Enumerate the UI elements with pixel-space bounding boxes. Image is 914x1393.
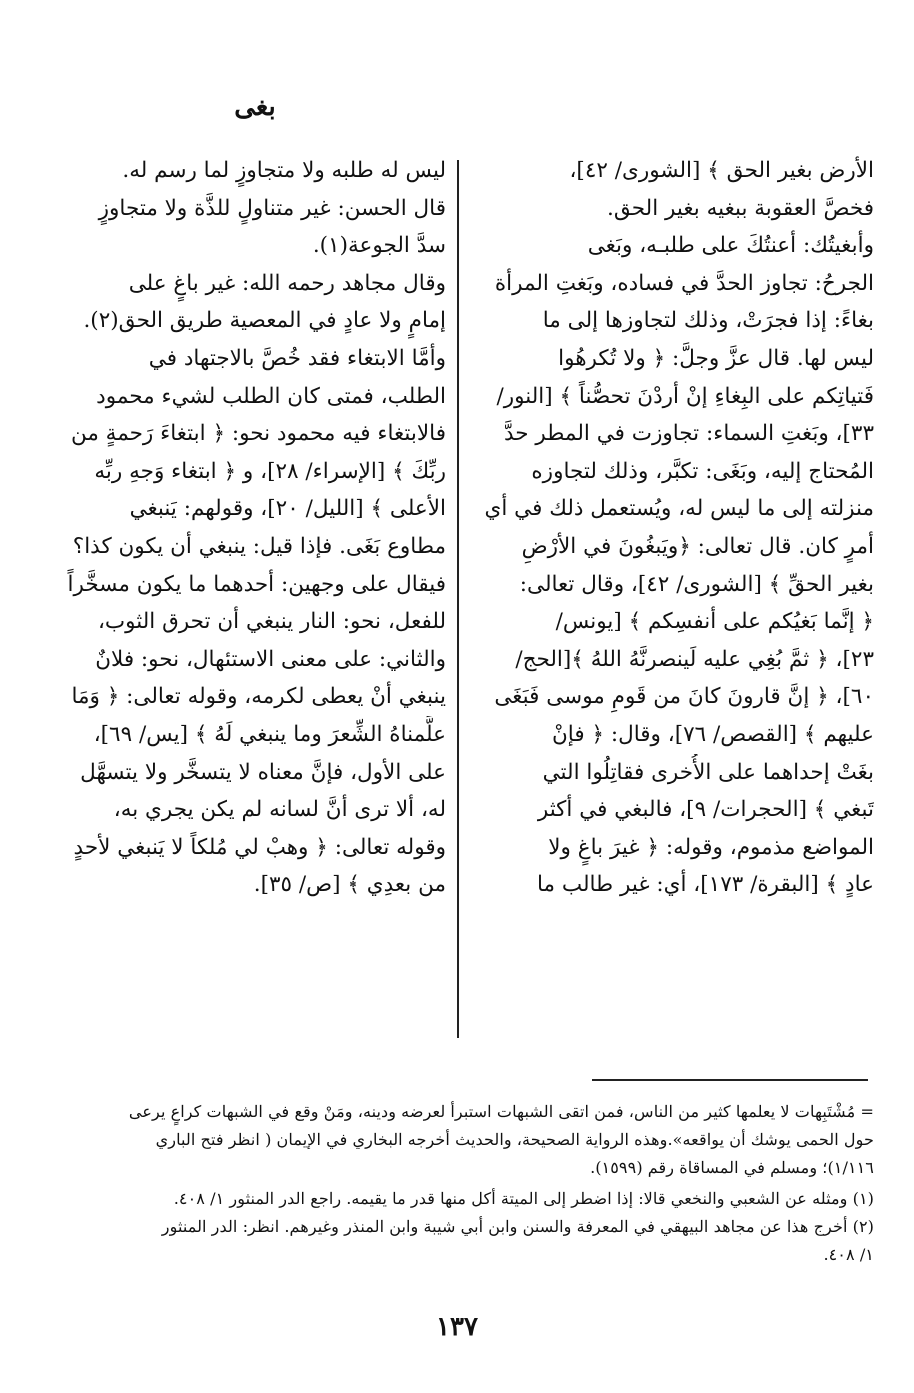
text-line: بغاءً: إذا فجرَتْ، وذلك لتجاوزها إلى ما bbox=[542, 308, 874, 334]
text-line: المواضع مذموم، وقوله: ﴿ غيرَ باغٍ ولا bbox=[548, 834, 874, 860]
footnotes bbox=[40, 1098, 874, 1269]
text-line: ليس لها. قال عزَّ وجلَّ: ﴿ ولا تُكرهُوا bbox=[558, 345, 874, 371]
text-line: قال الحسن: غير متناولٍ للذَّة ولا متجاوزٍ bbox=[98, 195, 446, 221]
footnote-continued-line: حول الحمى يوشك أن يواقعه».وهذه الرواية الصحيحة، والحديث أخرجه البخاري في الإيمان ( انظر فتح الباري bbox=[155, 1129, 874, 1149]
text-line: فخصَّ العقوبة ببغيه بغير الحق. bbox=[607, 195, 874, 221]
text-line: سدَّ الجوعة(١). bbox=[312, 233, 446, 259]
footnote-2: ١/ ٤٠٨. bbox=[823, 1244, 874, 1264]
text-line: بغير الحقِّ ﴾ [الشورى/ ٤٢]، وقال تعالى: bbox=[519, 571, 874, 597]
text-line: عليهم ﴾ [القصص/ ٧٦]، وقال: ﴿ فإنْ bbox=[551, 721, 874, 747]
text-line: من بعدِي ﴾ [ص/ ٣٥]. bbox=[253, 872, 446, 898]
text-line: وقوله تعالى: ﴿ وهبْ لي مُلكاً لا يَنبغي لأحدٍ bbox=[73, 834, 446, 860]
text-line: ينبغي أنْ يعطى لكرمه، وقوله تعالى: ﴿ وَمَا bbox=[71, 684, 446, 710]
running-header: بغى bbox=[234, 92, 276, 122]
text-line: والثاني: على معنى الاستئهال، نحو: فلانٌ bbox=[95, 646, 446, 672]
text-line: للفعل، نحو: النار ينبغي أن تحرق الثوب، bbox=[97, 609, 446, 635]
text-line: ٣٣]، وبَغتِ السماء: تجاوزت في المطر حدَّ bbox=[504, 421, 874, 447]
text-line: بغَتْ إحداهما على الأُخرى فقاتِلُوا التي bbox=[542, 759, 874, 785]
text-line: على الأول، فإنَّ معناه لا يتسخَّر ولا يتسهَّل bbox=[80, 759, 446, 785]
text-line: أمرٍ كان. قال تعالى: ﴿ويَبغُونَ في الأرْضِ bbox=[521, 533, 874, 559]
text-line: وأمَّا الابتغاء فقد خُصَّ بالاجتهاد في bbox=[148, 345, 446, 371]
footnote-2: (٢) أخرج هذا عن مجاهد البيهقي في المعرفة والسنن وابن أبي شيبة وابن المنذر وغيرهم. انظر: الدر المنثور bbox=[161, 1217, 874, 1237]
text-line: ﴿ إنَّما بَغيُكم على أنفسِكم ﴾ [يونس/ bbox=[555, 609, 874, 635]
text-line: ٢٣]، ﴿ ثمَّ بُغِي عليه لَينصرنَّهُ اللهُ ﴾[الحج/ bbox=[515, 646, 874, 672]
text-line: ليس له طلبه ولا متجاوزٍ لما رسم له. bbox=[122, 158, 446, 183]
text-line: المُحتاج إليه، وبَغَى: تكبَّر، وذلك لتجاوزه bbox=[531, 458, 874, 484]
text-line: عادٍ ﴾ [البقرة/ ١٧٣]، أي: غير طالب ما bbox=[536, 872, 874, 898]
text-line: وقال مجاهد رحمه الله: غير باغٍ على bbox=[128, 270, 446, 296]
text-line: تَبغي ﴾ [الحجرات/ ٩]، فالبغي في أكثر bbox=[537, 797, 874, 823]
text-line: الطلب، فمتى كان الطلب لشيء محمود bbox=[96, 383, 446, 409]
column-left bbox=[40, 152, 446, 904]
text-line: مطاوع بَغَى. فإذا قيل: ينبغي أن يكون كذا؟ bbox=[72, 533, 446, 559]
page-number: ١٣٧ bbox=[436, 1312, 478, 1342]
footnote-separator bbox=[592, 1079, 868, 1081]
column-right bbox=[470, 152, 874, 904]
text-line: إمامٍ ولا عادٍ في المعصية طريق الحق(٢). bbox=[83, 308, 446, 334]
text-line: له، ألا ترى أنَّ لسانه لم يكن يجري به، bbox=[113, 797, 446, 823]
text-line: فالابتغاء فيه محمود نحو: ﴿ ابتغاءَ رَحمةٍ من bbox=[70, 421, 446, 447]
footnote-continued-line: = مُشْتَبِهات لا يعلمها كثير من الناس، فمن اتقى الشبهات استبرأ لعرضه ودينه، ومَنْ وقع في الشبهات كراعٍ يرعى bbox=[128, 1102, 874, 1121]
text-line: فَتياتِكم على البِغاءِ إنْ أردْنَ تحصُّناً ﴾ [النور/ bbox=[496, 383, 874, 409]
footnote-1: (١) ومثله عن الشعبي والنخعي قالا: إذا اضطر إلى الميتة أكل منها قدر ما يقيمه. راجع الدر المنثور ١/ ٤٠٨. bbox=[173, 1189, 874, 1209]
column-divider bbox=[457, 160, 459, 1038]
text-line: فيقال على وجهين: أحدهما ما يكون مسخَّراً bbox=[67, 571, 446, 597]
text-line: وأبغيتُك: أعنتُكَ على طلبـه، وبَغى bbox=[587, 233, 874, 259]
text-line: ربِّكَ ﴾ [الإسراء/ ٢٨]، و ﴿ ابتغاء وَجهِ ربِّه bbox=[94, 458, 446, 484]
footnote-continued-line: ١/١١٦)؛ ومسلم في المساقاة رقم (١٥٩٩). bbox=[590, 1157, 874, 1177]
text-line: الأرض بغير الحق ﴾ [الشورى/ ٤٢]، bbox=[569, 158, 874, 183]
text-line: الجرحُ: تجاوز الحدَّ في فساده، وبَغتِ المرأة bbox=[494, 270, 874, 296]
text-line: علَّمناهُ الشِّعرَ وما ينبغي لَهُ ﴾ [يس/ ٦٩]، bbox=[93, 721, 446, 747]
text-line: ٦٠]، ﴿ إنَّ قارونَ كانَ من قَومِ موسى فَبَغَى bbox=[494, 684, 874, 710]
text-line: منزلته إلى ما ليس له، ويُستعمل ذلك في أي bbox=[484, 496, 874, 522]
text-line: الأعلى ﴾ [الليل/ ٢٠]، وقولهم: يَنبغي bbox=[129, 496, 446, 522]
